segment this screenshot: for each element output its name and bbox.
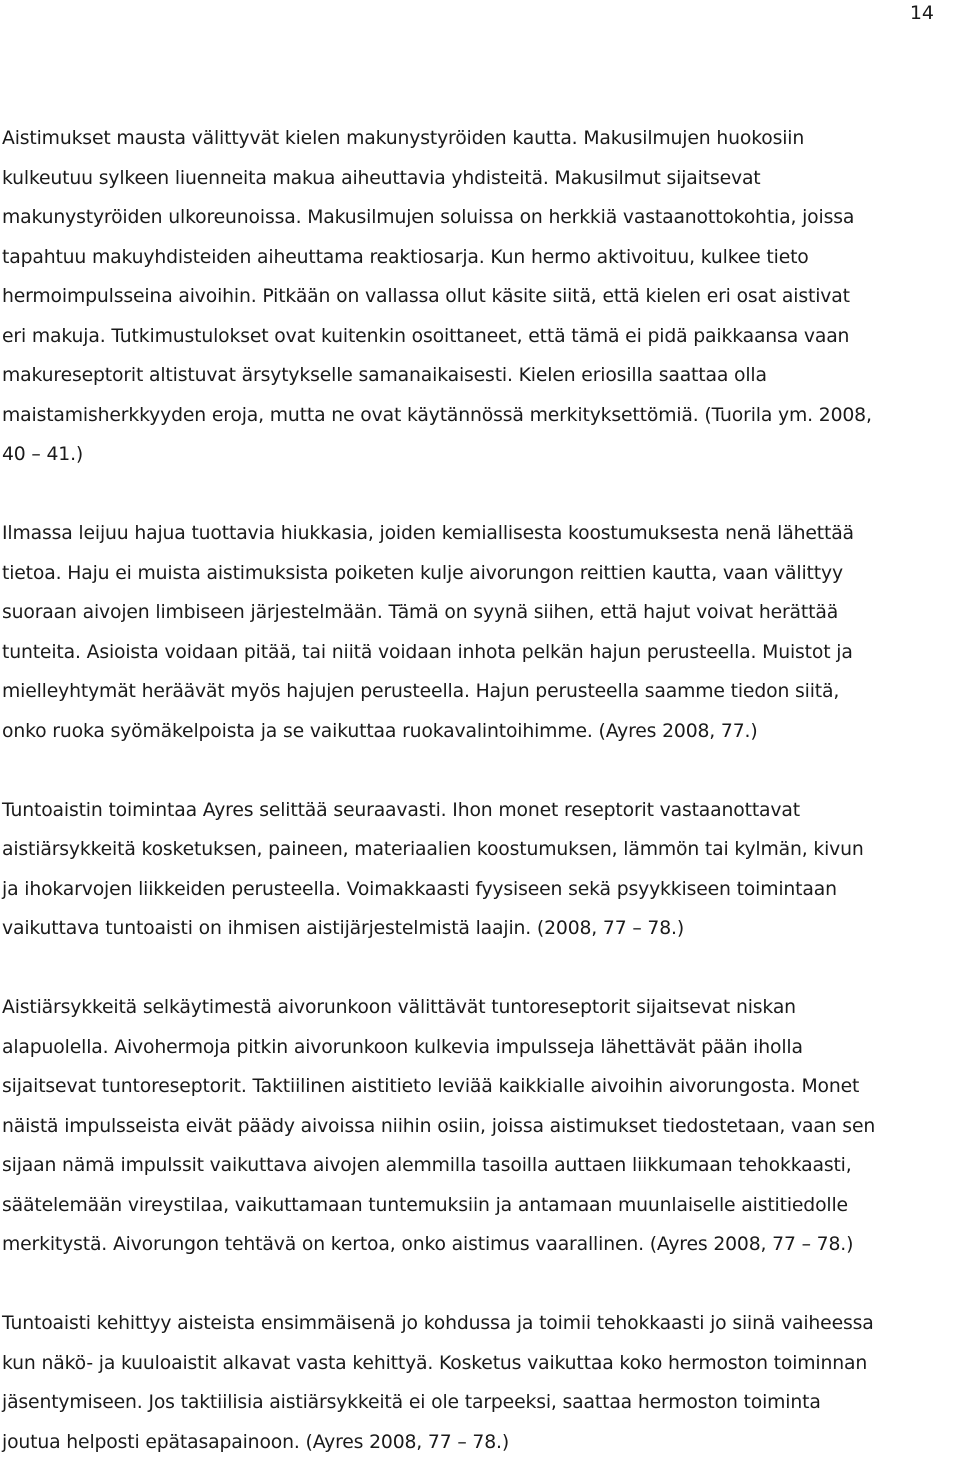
- text-line: suoraan aivojen limbiseen järjestelmään. Tämä on syynä siihen, että hajut voivat herättää: [2, 593, 952, 633]
- text-line: aistiärsykkeitä kosketuksen, paineen, materiaalien koostumuksen, lämmön tai kylmän, kivun: [2, 830, 952, 870]
- text-line: Tuntoaistin toimintaa Ayres selittää seuraavasti. Ihon monet reseptorit vastaanottavat: [2, 791, 952, 831]
- text-line: Aistimukset mausta välittyvät kielen makunystyröiden kautta. Makusilmujen huokosiin: [2, 119, 952, 159]
- text-line: jäsentymiseen. Jos taktiilisia aistiärsykkeitä ei ole tarpeeksi, saattaa hermoston toiminta: [2, 1383, 952, 1423]
- paragraph-touch-receptors: [2, 988, 952, 1265]
- text-line: Ilmassa leijuu hajua tuottavia hiukkasia, joiden kemiallisesta koostumuksesta nenä lähettää: [2, 514, 952, 554]
- text-line: tunteita. Asioista voidaan pitää, tai niitä voidaan inhota pelkän hajun perusteella. Muistot ja: [2, 633, 952, 673]
- text-line: makureseptorit altistuvat ärsytykselle samanaikaisesti. Kielen eriosilla saattaa olla: [2, 356, 952, 396]
- text-line: säätelemään vireystilaa, vaikuttamaan tuntemuksiin ja antamaan muunlaiselle aistitiedolle: [2, 1186, 952, 1226]
- text-line: Aistiärsykkeitä selkäytimestä aivorunkoon välittävät tuntoreseptorit sijaitsevat niskan: [2, 988, 952, 1028]
- text-line: makunystyröiden ulkoreunoissa. Makusilmujen soluissa on herkkiä vastaanottokohtia, joissa: [2, 198, 952, 238]
- document-body: [2, 119, 952, 1462]
- text-line: mielleyhtymät heräävät myös hajujen perusteella. Hajun perusteella saamme tiedon siitä,: [2, 672, 952, 712]
- text-line: merkitystä. Aivorungon tehtävä on kertoa, onko aistimus vaarallinen. (Ayres 2008, 77 – 78.): [2, 1225, 952, 1265]
- text-line: tapahtuu makuyhdisteiden aiheuttama reaktiosarja. Kun hermo aktivoituu, kulkee tieto: [2, 238, 952, 278]
- paragraph-taste: [2, 119, 952, 475]
- text-line: alapuolella. Aivohermoja pitkin aivorunkoon kulkevia impulsseja lähettävät pään iholla: [2, 1028, 952, 1068]
- text-line: näistä impulsseista eivät päädy aivoissa niihin osiin, joissa aistimukset tiedostetaan, vaan sen: [2, 1107, 952, 1147]
- text-line: 40 – 41.): [2, 435, 952, 475]
- page-number: 14: [910, 2, 934, 24]
- text-line: hermoimpulsseina aivoihin. Pitkään on vallassa ollut käsite siitä, että kielen eri osat aistivat: [2, 277, 952, 317]
- text-line: eri makuja. Tutkimustulokset ovat kuitenkin osoittaneet, että tämä ei pidä paikkaansa vaan: [2, 317, 952, 357]
- text-line: maistamisherkkyyden eroja, mutta ne ovat käytännössä merkityksettömiä. (Tuorila ym. 2008,: [2, 396, 952, 436]
- paragraph-smell: [2, 514, 952, 751]
- text-line: sijaitsevat tuntoreseptorit. Taktiilinen aistitieto leviää kaikkialle aivoihin aivorungosta. Monet: [2, 1067, 952, 1107]
- text-line: ja ihokarvojen liikkeiden perusteella. Voimakkaasti fyysiseen sekä psyykkiseen toimintaan: [2, 870, 952, 910]
- paragraph-touch-development: [2, 1304, 952, 1462]
- text-line: joutua helposti epätasapainoon. (Ayres 2008, 77 – 78.): [2, 1423, 952, 1462]
- text-line: kun näkö- ja kuuloaistit alkavat vasta kehittyä. Kosketus vaikuttaa koko hermoston toiminnan: [2, 1344, 952, 1384]
- paragraph-touch-intro: [2, 791, 952, 949]
- text-line: vaikuttava tuntoaisti on ihmisen aistijärjestelmistä laajin. (2008, 77 – 78.): [2, 909, 952, 949]
- text-line: kulkeutuu sylkeen liuenneita makua aiheuttavia yhdisteitä. Makusilmut sijaitsevat: [2, 159, 952, 199]
- text-line: sijaan nämä impulssit vaikuttava aivojen alemmilla tasoilla auttaen liikkumaan tehokkaasti,: [2, 1146, 952, 1186]
- text-line: onko ruoka syömäkelpoista ja se vaikuttaa ruokavalintoihimme. (Ayres 2008, 77.): [2, 712, 952, 752]
- text-line: Tuntoaisti kehittyy aisteista ensimmäisenä jo kohdussa ja toimii tehokkaasti jo siinä vaiheessa: [2, 1304, 952, 1344]
- text-line: tietoa. Haju ei muista aistimuksista poiketen kulje aivorungon reittien kautta, vaan välittyy: [2, 554, 952, 594]
